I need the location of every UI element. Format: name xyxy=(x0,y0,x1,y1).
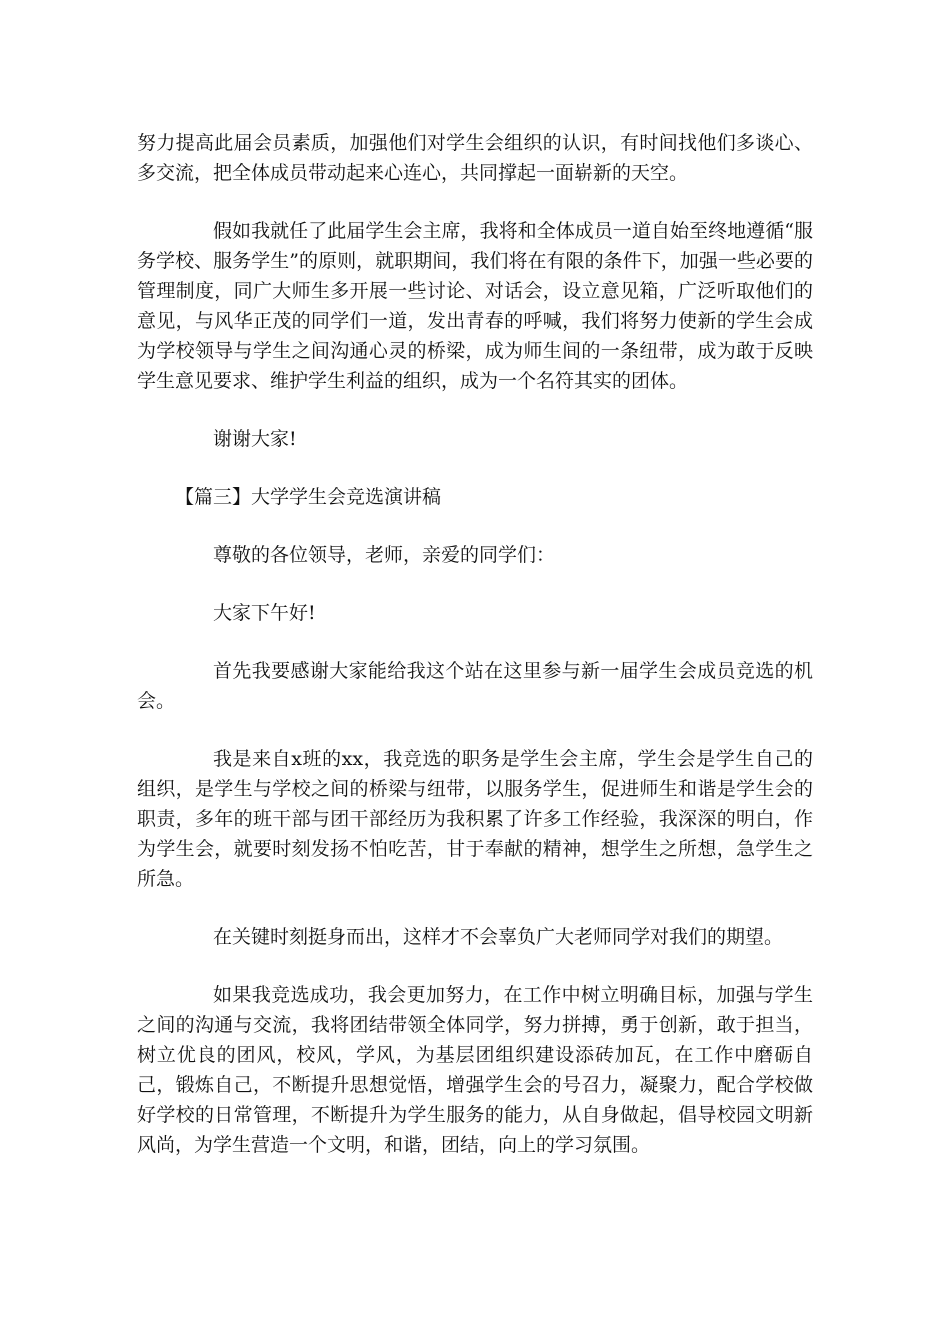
paragraph-gratitude: 首先我要感谢大家能给我这个站在这里参与新一届学生会成员竞选的机会。 xyxy=(137,660,813,712)
paragraph-introduction: 我是来自x班的xx，我竞选的职务是学生会主席，学生会是学生自己的组织，是学生与学校之间的桥梁与纽带，以服务学生，促进师生和谐是学生会的职责，多年的班干部与团干部经历为我积累了许多工作经验，我深深的明白，作为学生会，就要时刻发扬不怕吃苦，甘于奉献的精神，想学生之所想，急学生之所急。 xyxy=(137,748,813,890)
document-body xyxy=(137,128,813,1188)
paragraph-campaign-promise: 假如我就任了此届学生会主席，我将和全体成员一道自始至终地遵循“服务学校、服务学生”的原则，就职期间，我们将在有限的条件下，加强一些必要的管理制度，同广大师生多开展一些讨论、对话会，设立意见箱，广泛听取他们的意见，与风华正茂的同学们一道，发出青春的呼喊，我们将努力使新的学生会成为学校领导与学生之间沟通心灵的桥梁，成为师生间的一条纽带，成为敢于反映学生意见要求、维护学生利益的组织，成为一个名符其实的团体。 xyxy=(137,220,813,392)
paragraph-plans: 如果我竞选成功，我会更加努力，在工作中树立明确目标，加强与学生之间的沟通与交流，我将团结带领全体同学，努力拼搏，勇于创新，敢于担当，树立优良的团风，校风，学风，为基层团组织建设添砖加瓦，在工作中磨砺自己，锻炼自己，不断提升思想觉悟，增强学生会的号召力，凝聚力，配合学校做好学校的日常管理，不断提升为学生服务的能力，从自身做起，倡导校园文明新风尚，为学生营造一个文明，和谐，团结，向上的学习氛围。 xyxy=(137,984,813,1156)
section-heading: 【篇三】大学学生会竞选演讲稿 xyxy=(175,486,442,508)
paragraph-continuation: 努力提高此届会员素质，加强他们对学生会组织的认识，有时间找他们多谈心、多交流，把全体成员带动起来心连心，共同撑起一面崭新的天空。 xyxy=(137,132,813,184)
paragraph-salutation: 尊敬的各位领导，老师，亲爱的同学们： xyxy=(213,544,556,566)
paragraph-greeting: 大家下午好! xyxy=(213,602,316,624)
paragraph-commitment: 在关键时刻挺身而出，这样才不会辜负广大老师同学对我们的期望。 xyxy=(213,926,784,948)
paragraph-thanks: 谢谢大家! xyxy=(213,428,297,450)
